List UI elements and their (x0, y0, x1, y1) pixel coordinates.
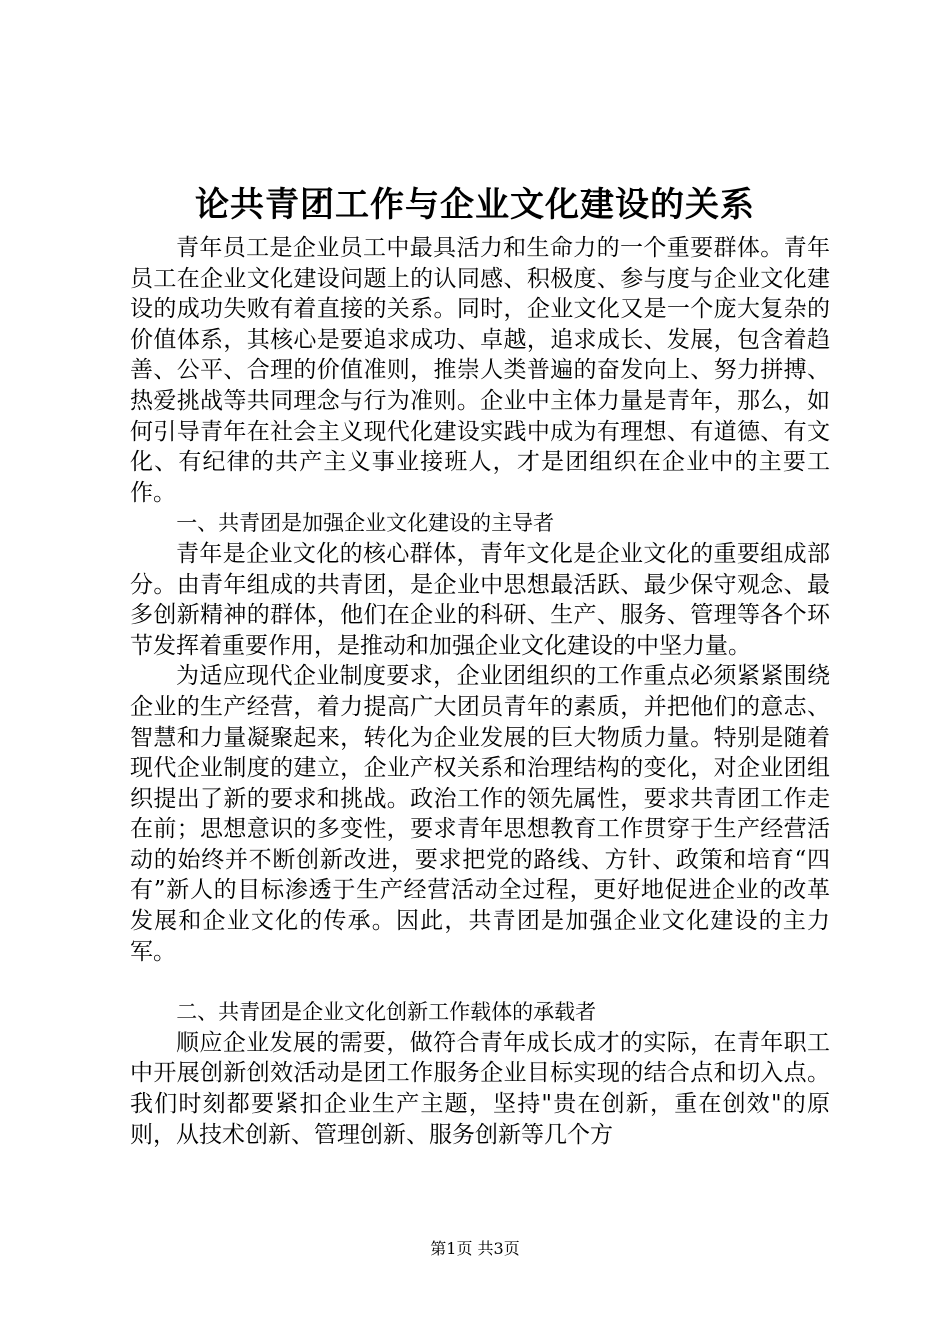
section-1-paragraph-2: 为适应现代企业制度要求，企业团组织的工作重点必须紧紧围绕企业的生产经营，着力提高广大团员青年的素质，并把他们的意志、智慧和力量凝聚起来，转化为企业发展的巨大物质力量。特别是随着现代企业制度的建立，企业产权关系和治理结构的变化，对企业团组织提出了新的要求和挑战。政治工作的领先属性，要求共青团工作走在前；思想意识的多变性，要求青年思想教育工作贯穿于生产经营活动的始终并不断创新改进，要求把党的路线、方针、政策和培育“四有”新人的目标渗透于生产经营活动全过程，更好地促进企业的改革发展和企业文化的传承。因此，共青团是加强企业文化建设的主力军。 (130, 663, 830, 965)
document-title: 论共青团工作与企业文化建设的关系 (195, 185, 755, 225)
section-2-paragraph-1: 顺应企业发展的需要，做符合青年成长成才的实际，在青年职工中开展创新创效活动是团工作服务企业目标实现的结合点和切入点。我们时刻都要紧扣企业生产主题，坚持"贵在创新，重在创效"的原则，从技术创新、管理创新、服务创新等几个方 (130, 1029, 830, 1148)
section-1-paragraph-1: 青年是企业文化的核心群体，青年文化是企业文化的重要组成部分。由青年组成的共青团，是企业中思想最活跃、最少保守观念、最多创新精神的群体，他们在企业的科研、生产、服务、管理等各个环节发挥着重要作用，是推动和加强企业文化建设的中坚力量。 (130, 540, 830, 659)
page-indicator: 第1页 共3页 (430, 1239, 520, 1258)
section-heading-2: 二、共青团是企业文化创新工作载体的承载者 (176, 1000, 597, 1025)
paragraph-spacer (130, 967, 830, 997)
section-heading-1: 一、共青团是加强企业文化建设的主导者 (176, 511, 555, 536)
document-body (130, 233, 830, 1150)
intro-paragraph: 青年员工是企业员工中最具活力和生命力的一个重要群体。青年员工在企业文化建设问题上的认同感、积极度、参与度与企业文化建设的成功失败有着直接的关系。同时，企业文化又是一个庞大复杂的价值体系，其核心是要追求成功、卓越，追求成长、发展，包含着趋善、公平、合理的价值准则，推崇人类普遍的奋发向上、努力拼搏、热爱挑战等共同理念与行为准则。企业中主体力量是青年，那么，如何引导青年在社会主义现代化建设实践中成为有理想、有道德、有文化、有纪律的共产主义事业接班人，才是团组织在企业中的主要工作。 (130, 235, 830, 506)
